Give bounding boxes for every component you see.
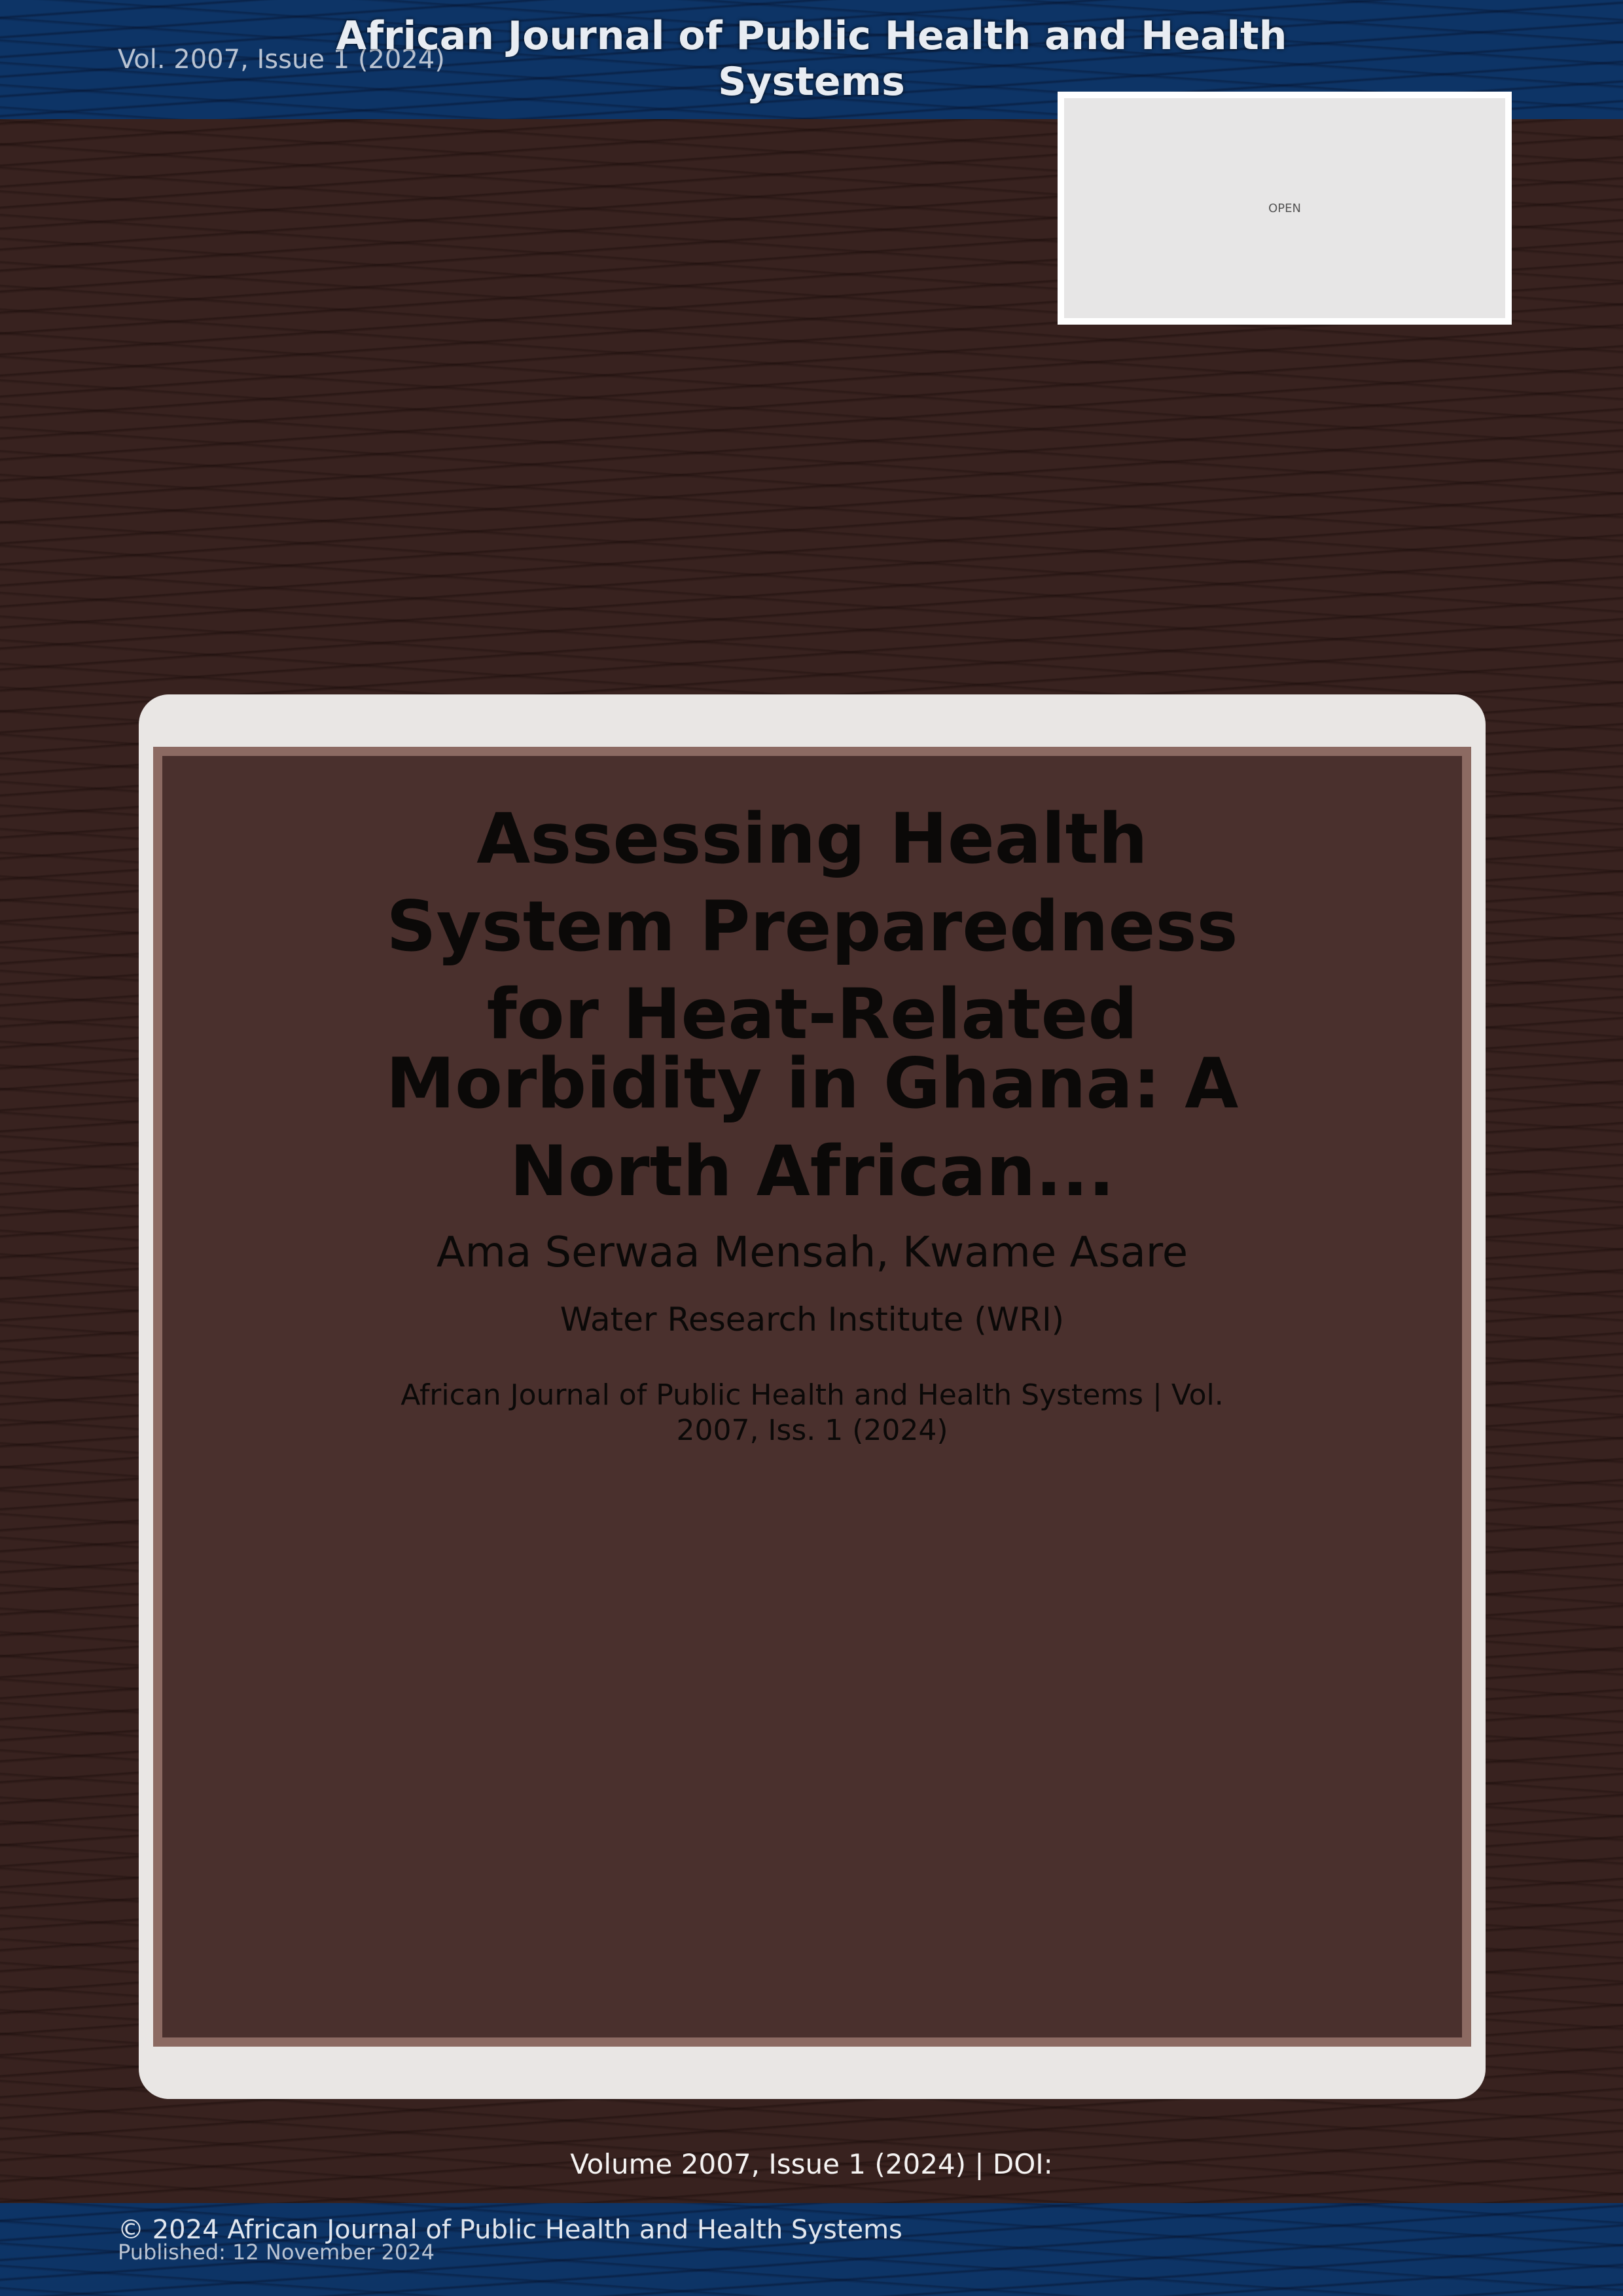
paper-title-line: North African... — [509, 1131, 1115, 1211]
journal-title: African Journal of Public Health and Health Systems — [336, 13, 1287, 105]
paper-title — [359, 795, 1266, 1215]
paper-title-line: Assessing Health — [476, 798, 1148, 879]
paper-authors: Ama Serwaa Mensah, Kwame Asare — [436, 1229, 1188, 1277]
paper-title-line: Morbidity in Ghana: A — [385, 1043, 1239, 1124]
published-date: Published: 12 November 2024 — [118, 2240, 435, 2265]
paper-card — [139, 694, 1486, 2099]
copyright-text: © 2024 African Journal of Public Health and Health Systems — [118, 2215, 902, 2245]
open-access-badge[interactable] — [1058, 92, 1512, 325]
doi-line: Volume 2007, Issue 1 (2024) | DOI: — [570, 2148, 1053, 2180]
paper-cover — [153, 747, 1471, 2047]
open-access-label: OPEN — [1268, 201, 1301, 215]
paper-title-line: System Preparedness — [386, 886, 1238, 967]
paper-citation: African Journal of Public Health and Health Systems | Vol. 2007, Iss. 1 (2024) — [401, 1378, 1224, 1447]
paper-title-line: for Heat-Related — [486, 974, 1138, 1054]
paper-affiliation: Water Research Institute (WRI) — [560, 1300, 1065, 1338]
volume-label: Vol. 2007, Issue 1 (2024) — [118, 45, 445, 75]
